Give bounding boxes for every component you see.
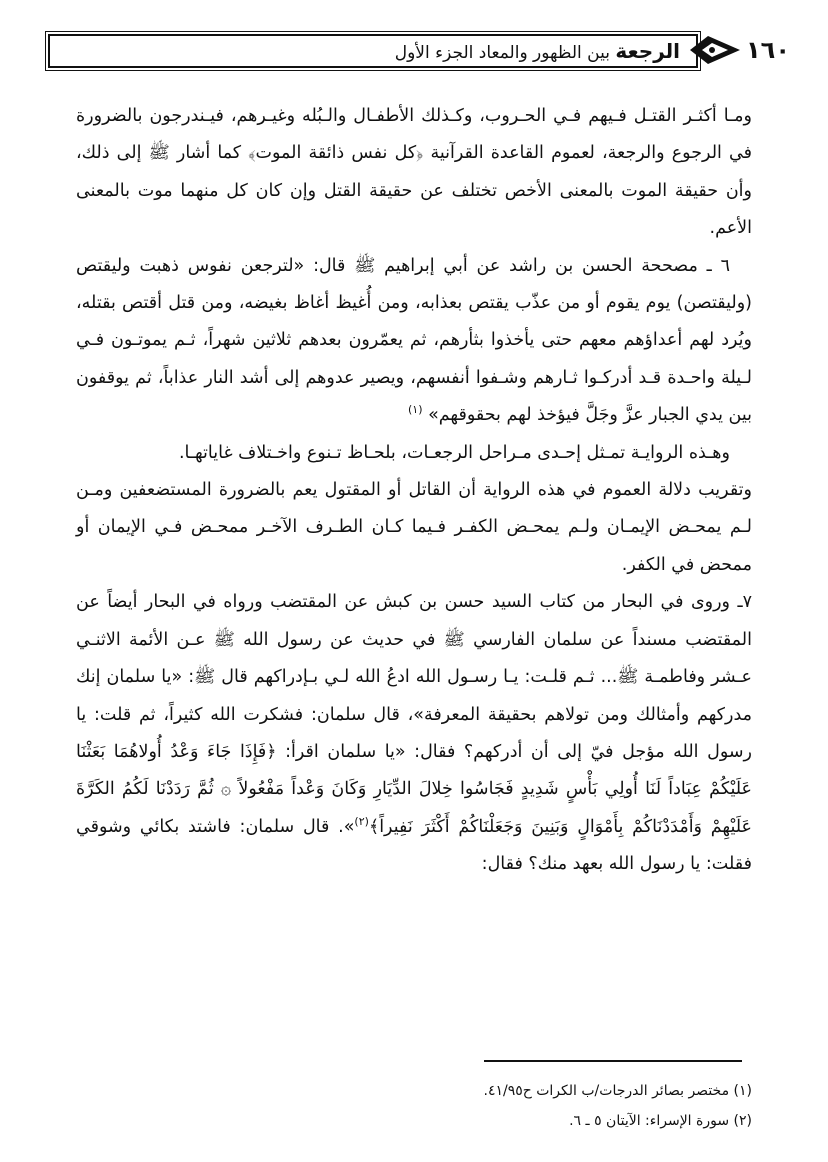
- footnote-2: (٢) سورة الإسراء: الآيتان ٥ ـ ٦.: [569, 1113, 752, 1129]
- footnote-ref-1: (١): [408, 403, 423, 417]
- book-title-main: الرجعة: [615, 39, 680, 63]
- paragraph-4: وتقريب دلالة العموم في هذه الرواية أن القاتل أو المقتول يعم بالضرورة المستضعفين ومـن لـم يمحـض الإيمـان ولـم يمحـض الكفـر فـيما كـان الطـرف الآخـر ممحـض فـي الإيمان أو ممحض في الكفر.: [76, 480, 752, 575]
- paragraph-5-text: ٧ـ وروى في البحار من كتاب السيد حسن بن كبش عن المقتضب ورواه في البحار أيضاً عن المقتضب مسنداً عن سلمان الفارسي ﷺ في حديث عن رسول الله ﷺ عـن الأئمة الاثنـي عـشر وفاطمـة ﷺ... ثـم قلـت: يـا رسـول الله ادعُ الله لـي بـإدراكهم قال ﷺ: «يا سلمان إنك مدركهم وأمثالك ومن تولاهم بحقيقة المعرفة»، قال سلمان: فشكرت الله كثيراً، ثم قلت: يا رسول الله مؤجل فيّ إلى أن أدركهم؟ فقال: «يا سلمان اقرأ:: [76, 592, 752, 762]
- footnote-1: (١) مختصر بصائر الدرجات/ب الكرات ح٤١/٩٥.: [483, 1083, 752, 1099]
- body-text: [76, 98, 752, 884]
- volume-label: الجزء الأول: [394, 43, 479, 63]
- page-number: ١٦٠: [746, 36, 790, 64]
- ornament-icon: [688, 30, 742, 70]
- running-header: [48, 24, 790, 76]
- paragraph-1: ومـا أكثـر القتـل فـيهم فـي الحـروب، وكـذلك الأطفـال والـبُله وغيـرهم، فيـندرجون بالضرورة في الرجوع والرجعة، لعموم القاعدة القرآنية ﴿كل نفس ذائقة الموت﴾ كما أشار ﷺ إلى ذلك، وأن حقيقة الموت بالمعنى الأخص تختلف عن حقيقة القتل وإن كان كل منهما موت بالمعنى الأعم.: [76, 106, 752, 239]
- book-title: [60, 38, 680, 64]
- paragraph-3: وهـذه الروايـة تمـثل إحـدى مـراحل الرجعـات، بلحـاظ تـنوع واخـتلاف غاياتهـا.: [178, 442, 730, 463]
- quran-quote: ﴿فَإِذَا جَاءَ وَعْدُ أُولاهُمَا بَعَثْنَا عَلَيْكُمْ عِبَاداً لَنَا أُولِي بَأْسٍ شَدِيدٍ فَجَاسُوا خِلالَ الدِّيَارِ وَكَانَ وَعْداً مَفْعُولاً ۞ ثُمَّ رَدَدْنَا لَكُمُ الكَرَّةَ عَلَيْهِمْ وَأَمْدَدْنَاكُمْ بِأَمْوَالٍ وَبَنِينَ وَجَعَلْنَاكُمْ أَكْثَرَ نَفِيراً﴾: [76, 741, 752, 837]
- footnotes: [76, 1076, 752, 1136]
- footnote-ref-2: (٢): [354, 814, 369, 828]
- paragraph-5: [76, 584, 752, 883]
- paragraph-5-end: ». قال سلمان: فاشتد بكائي وشوقي فقلت: يا رسول الله بعهد منك؟ فقال:: [76, 816, 752, 875]
- paragraph-2: [76, 248, 752, 435]
- book-title-sub: بين الظهور والمعاد: [478, 43, 616, 63]
- footnote-divider: [484, 1060, 742, 1062]
- paragraph-2-text: ٦ ـ مصححة الحسن بن راشد عن أبي إبراهيم ﷺ قال: «لترجعن نفوس ذهبت وليقتص (وليقتصن) يوم يقوم أو من عذّب يقتص بعذابه، ومن أُغيظ أغاظ بغيضه، ومن قتل أقتص بقتله، ويُرد لهم أعداؤهم معهم حتى يأخذوا بثأرهم، ثم يعمّرون بعدهم ثلاثين شهراً، ثـم يموتـون فـي لـيلة واحـدة قـد أدركـوا ثـارهم وشـفوا أنفسهم، ويصير عدوهم إلى أشد النار عذاباً، ثم يوقفون بين يدي الجبار عزَّ وجَلَّ فيؤخذ لهم بحقوقهم»: [76, 255, 752, 426]
